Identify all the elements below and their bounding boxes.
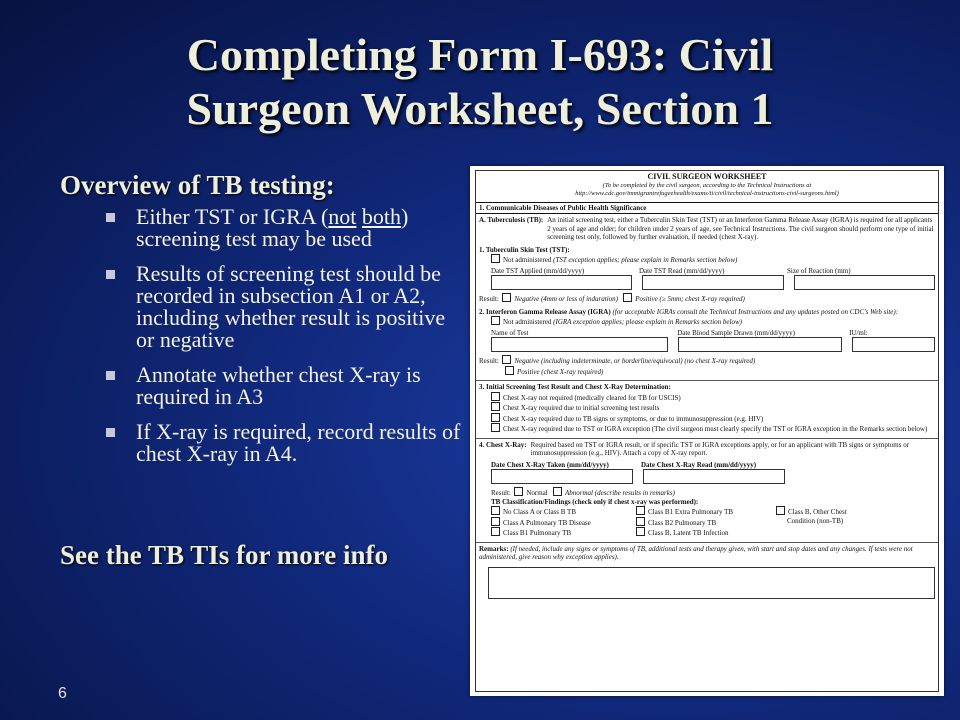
class-checkbox[interactable]	[636, 506, 645, 515]
class-item: Class A Pulmonary TB Disease	[503, 518, 591, 527]
a3-checkbox[interactable]	[491, 392, 500, 401]
bullet-text-pre: Either TST or IGRA (	[136, 204, 329, 229]
igra-negative-label: Negative (including indeterminate, or borderline/equivocal) (no chest X-ray required)	[514, 357, 756, 365]
bullet-square-icon	[106, 213, 115, 222]
igra-fields-labels	[479, 329, 935, 338]
class-item: No Class A or Class B TB	[503, 508, 576, 516]
igra-fields	[479, 337, 935, 352]
class-item: Class B, Other Chest	[788, 508, 847, 516]
xray-normal-label: Normal	[526, 489, 548, 497]
remarks-text: (If needed, include any signs or symptoms of TB, additional tests and therapy given, with start and stop dates and any changes. If tests were not administered, give reason why exception applies).	[479, 544, 913, 561]
title-line-1: Completing Form I-693: Civil	[186, 29, 774, 80]
a3-item: Chest X-ray required due to TST or IGRA exception (The civil surgeon must clearly specify the TST or IGRA exception in the Remarks section below)	[503, 425, 928, 433]
tst-result-label: Result:	[479, 295, 499, 303]
igra-heading-note: (for acceptable IGRAs consult the Technical Instructions and any updates posted on CDC's Web site):	[612, 307, 899, 316]
igra-date-drawn-field[interactable]	[678, 337, 842, 352]
see-more-text: See the TB TIs for more info	[60, 540, 389, 570]
igra-negative-checkbox[interactable]	[502, 355, 511, 364]
igra-name-field[interactable]	[491, 337, 668, 352]
tst-size-field[interactable]	[794, 275, 935, 290]
class-item-cont: Condition (non-TB)	[787, 516, 844, 525]
bullet-list	[104, 206, 466, 478]
class-checkbox[interactable]	[636, 517, 645, 526]
tst-positive-label: Positive (≥ 5mm; chest X-ray required)	[635, 295, 745, 303]
worksheet-subtitle-2: http://www.cdc.gov/immigrantrefugeehealth/exams/ti/civil/technical-instructions-civil-surgeons.html)	[575, 190, 839, 197]
tst-date-read-field[interactable]	[642, 275, 783, 290]
worksheet-title: CIVIL SURGEON WORKSHEET	[647, 172, 767, 181]
a3-section	[476, 381, 938, 436]
remarks-section	[476, 543, 938, 564]
class-checkbox[interactable]	[491, 527, 500, 536]
a4-section	[476, 439, 938, 540]
overview-heading: Overview of TB testing:	[60, 170, 335, 200]
remarks-field[interactable]	[488, 567, 935, 599]
slide-title	[0, 28, 960, 136]
igra-not-admin-note: (IGRA exception applies; please explain in Remarks section below)	[553, 318, 742, 326]
bullet-square-icon	[106, 270, 115, 279]
class-item: Class B1 Extra Pulmonary TB	[648, 508, 734, 516]
igra-positive-checkbox[interactable]	[505, 366, 514, 375]
bullet-text: If X-ray is required, record results of chest X-ray in A4.	[136, 419, 461, 466]
worksheet-section-title: 1. Communicable Diseases of Public Health Significance	[476, 202, 938, 215]
xray-read-label: Date Chest X-Ray Read (mm/dd/yyyy)	[641, 460, 757, 469]
igra-iu-field[interactable]	[852, 337, 935, 352]
class-item: Class B1 Pulmonary TB	[503, 529, 572, 537]
class-grid	[479, 506, 935, 538]
igra-not-admin-checkbox[interactable]	[491, 316, 500, 325]
a3-heading: 3. Initial Screening Test Result and Chest X-Ray Determination:	[479, 383, 671, 391]
bullet-item	[104, 206, 466, 250]
tst-date-applied-field[interactable]	[491, 275, 632, 290]
remarks-label: Remarks:	[479, 544, 509, 553]
bullet-text-post: ) screening test may be used	[136, 204, 409, 251]
a4-heading: 4. Chest X-Ray:	[479, 440, 527, 449]
a3-checkbox[interactable]	[491, 413, 500, 422]
a3-item: Chest X-ray required due to initial screening test results	[503, 404, 660, 412]
tst-not-admin-note: (TST exception applies; please explain in Remarks section below)	[553, 256, 738, 264]
tst-positive-checkbox[interactable]	[623, 293, 632, 302]
igra-iu-label: IU/ml:	[849, 328, 868, 337]
worksheet-subtitle-1: (To be completed by the civil surgeon, according to the Technical Instructions at	[602, 181, 812, 189]
class-checkbox[interactable]	[491, 506, 500, 515]
tst-heading: 1. Tuberculin Skin Test (TST):	[479, 245, 570, 254]
class-checkbox[interactable]	[636, 527, 645, 536]
class-item: Class B2 Pulmonary TB	[648, 518, 717, 527]
bullet-text: Results of screening test should be recorded in subsection A1 or A2, including whether result is positive or negative	[136, 261, 446, 352]
slide-number: 6	[58, 685, 67, 702]
tst-date-read-label: Date TST Read (mm/dd/yyyy)	[639, 266, 725, 275]
a3-item: Chest X-ray required due to TB signs or symptoms, or due to immunosuppression (e.g. HIV)	[503, 414, 764, 423]
igra-positive-label: Positive (chest X-ray required)	[517, 367, 604, 376]
a3-checkbox[interactable]	[491, 423, 500, 432]
worksheet-image	[470, 166, 944, 696]
xray-abnormal-label: Abnormal (describe results in remarks)	[564, 489, 675, 497]
underlined-not: not	[328, 204, 357, 229]
xray-fields	[479, 469, 935, 484]
bullet-square-icon	[106, 371, 115, 380]
class-item: Class B, Latent TB Infection	[648, 529, 729, 537]
a3-item: Chest X-ray not required (medically cleared for TB for USCIS)	[503, 393, 681, 402]
xray-fields-labels	[479, 461, 935, 470]
tst-size-label: Size of Reaction (mm)	[787, 266, 851, 275]
xray-read-field[interactable]	[643, 469, 785, 484]
bullet-square-icon	[106, 428, 115, 437]
tst-date-applied-label: Date TST Applied (mm/dd/yyyy)	[491, 266, 585, 275]
tst-negative-label: Negative (4mm or less of induration)	[514, 295, 618, 303]
underlined-both: both	[361, 204, 402, 229]
xray-taken-field[interactable]	[491, 469, 633, 484]
tb-intro	[476, 214, 938, 244]
tst-fields-labels	[479, 267, 935, 276]
a4-text: Required based on TST or IGRA result, or if specific TST or IGRA exceptions apply, or for an applicant with TB signs or symptoms or immunosuppression (e.g., HIV). Attach a copy of X-ray report.	[530, 440, 910, 457]
tb-intro-text: An initial screening test, either a Tuberculin Skin Test (TST) or an Interferon Gamma Release Assay (IGRA) is required for all applicants 2 years of age and older; for children under 2 years of age, see Technical Instructions. The civil surgeon should perform one type of initial screening test only, followed by further evaluation, if needed (chest X-ray).	[547, 216, 934, 241]
class-checkbox[interactable]	[491, 517, 500, 526]
xray-taken-label: Date Chest X-Ray Taken (mm/dd/yyyy)	[491, 460, 609, 469]
bullet-text: Annotate whether chest X-ray is required in A3	[136, 362, 421, 409]
xray-result-label: Result:	[491, 489, 511, 497]
tb-label: A. Tuberculosis (TB):	[479, 216, 544, 224]
igra-heading: 2. Interferon Gamma Release Assay (IGRA)	[479, 307, 611, 316]
title-line-2: Surgeon Worksheet, Section 1	[186, 83, 774, 134]
igra-name-label: Name of Test	[491, 328, 529, 337]
igra-date-drawn-label: Date Blood Sample Drawn (mm/dd/yyyy)	[677, 328, 796, 337]
tst-negative-checkbox[interactable]	[502, 293, 511, 302]
xray-normal-checkbox[interactable]	[514, 487, 523, 496]
class-checkbox[interactable]	[776, 506, 785, 515]
class-heading: TB Classification/Findings (check only if chest x-ray was performed):	[491, 497, 699, 506]
worksheet-frame	[475, 170, 939, 692]
tst-not-admin-checkbox[interactable]	[491, 254, 500, 263]
tst-not-admin-label: Not administered	[503, 256, 552, 264]
bullet-item	[104, 263, 466, 351]
bullet-item	[104, 421, 466, 465]
tst-section	[476, 244, 938, 306]
igra-result-label: Result:	[479, 357, 499, 365]
bullet-item	[104, 364, 466, 408]
igra-not-admin-label: Not administered	[503, 318, 552, 326]
xray-abnormal-checkbox[interactable]	[553, 487, 562, 496]
igra-section	[476, 306, 938, 379]
tst-fields	[479, 275, 935, 290]
a3-checkbox[interactable]	[491, 402, 500, 411]
worksheet-header	[476, 171, 938, 199]
